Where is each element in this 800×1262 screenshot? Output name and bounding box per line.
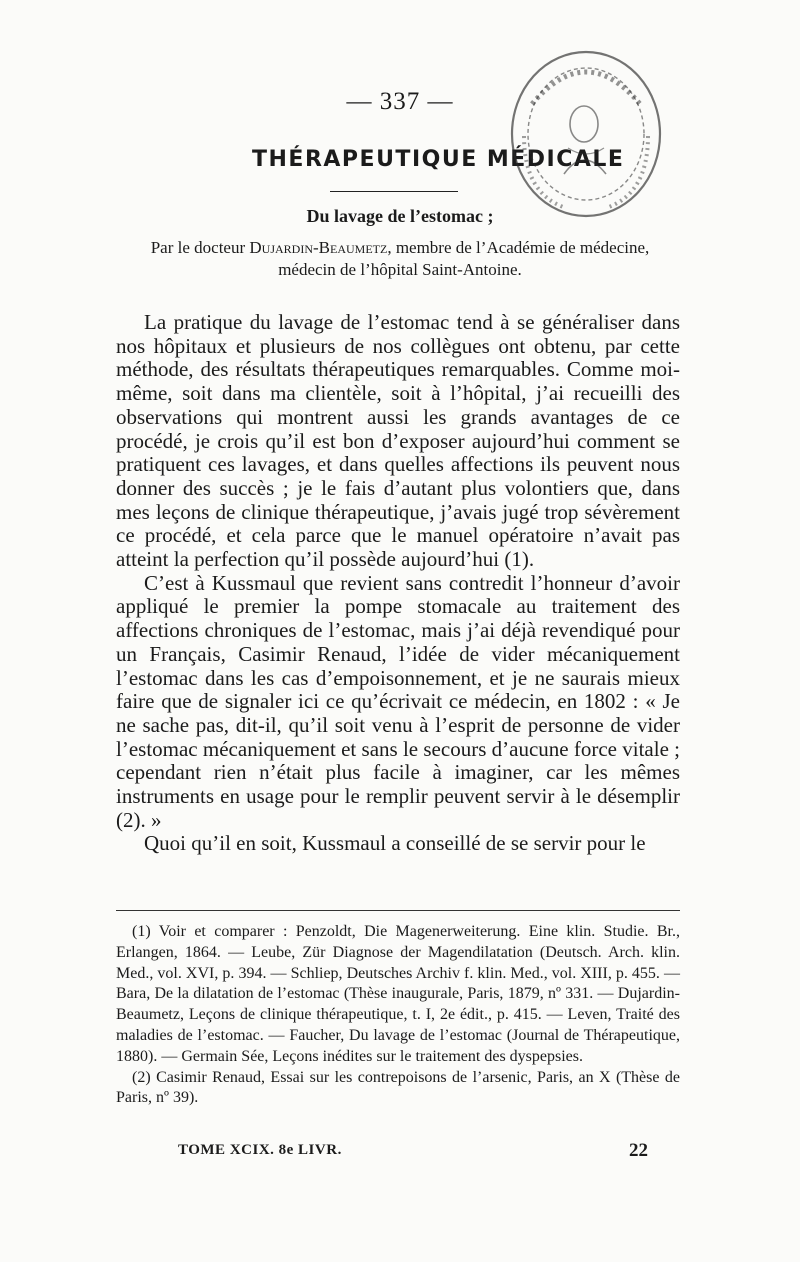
body-paragraph: La pratique du lavage de l’estomac tend à se généraliser dans nos hôpitaux et plusieurs de nos collègues ont obtenu, par cette méthode, des résultats thérapeutiques remarquables. Comme moi-même, soit dans ma clientèle, soit à l’hôpital, j’ai recueilli des observations qui montrent aussi les grands avantages de ce procédé, je crois qu’il est bon d’exposer aujourd’hui comment se pratiquent ces lavages, et dans quelles affections ils peuvent nous donner des succès ; je le fais d’autant plus volontiers que, dans mes leçons de clinique thérapeutique, j’avais jugé trop sévèrement ce procédé, et cela parce que le manuel opératoire n’avait pas atteint la perfection qu’il possède aujourd’hui (1). (116, 310, 680, 572)
title-divider (330, 191, 458, 192)
volume-signature: TOME XCIX. 8e LIVR. (178, 1142, 342, 1158)
body-paragraph: Quoi qu’il en soit, Kussmaul a conseillé de se servir pour le (144, 831, 646, 856)
body-paragraph: C’est à Kussmaul que revient sans contredit l’honneur d’avoir appliqué le premier la pompe stomacale au traitement des affections chroniques de l’estomac, mais j’ai déjà revendiqué pour un Français, Casimir Renaud, l’idée de vider mécaniquement l’estomac dans les cas d’empoisonnement, et je ne saurais mieux faire que de signaler ici ce qu’écrivait ce médecin, en 1802 : « Je ne sache pas, dit-il, qu’il soit venu à l’esprit de personne de vider l’estomac mécaniquement et sans le secours d’aucune force vitale ; cependant rien n’était plus facile à imaginer, car les mêmes instruments en usage pour le remplir peuvent servir à le désemplir (2). » (116, 570, 680, 832)
byline-line-2: médecin de l’hôpital Saint-Antoine. (278, 260, 522, 279)
footnotes (116, 922, 680, 1109)
byline-line-1 (100, 237, 700, 259)
article-title: Du lavage de l’estomac ; (306, 206, 494, 226)
byline-author: Dujardin-Beaumetz (249, 238, 388, 257)
body-text (116, 311, 680, 856)
footnote-1: (1) Voir et comparer : Penzoldt, Die Magenerweiterung. Eine klin. Studie. Br., Erlangen, 1864. — Leube, Zür Diagnose der Magendilatation (Deutsch. Arch. klin. Med., vol. XVI, p. 394. — Schliep, Deutsches Archiv f. klin. Med., vol. XIII, p. 455. — Bara, De la dilatation de l’estomac (Thèse inaugurale, Paris, 1879, nº 331. — Dujardin-Beaumetz, Leçons de clinique thérapeutique, t. I, 2e édit., p. 415. — Leven, Traité des maladies de l’estomac. — Faucher, Du lavage de l’estomac (Journal de Thérapeutique, 1880). — Germain Sée, Leçons inédites sur le traitement des dyspepsies. (116, 923, 680, 1065)
page-number: — 337 — (346, 88, 454, 115)
byline (100, 237, 700, 281)
footnote-divider (116, 910, 680, 911)
sheet-number: 22 (629, 1140, 648, 1161)
byline-affiliation: , membre de l’Académie de médecine, (387, 238, 650, 257)
footnote-2: (2) Casimir Renaud, Essai sur les contrepoisons de l’arsenic, Paris, an X (Thèse de Paris, nº 39). (116, 1068, 680, 1107)
section-title: THÉRAPEUTIQUE MÉDICALE (252, 147, 625, 172)
library-stamp-icon (506, 44, 666, 220)
byline-prefix: Par le docteur (150, 238, 246, 257)
